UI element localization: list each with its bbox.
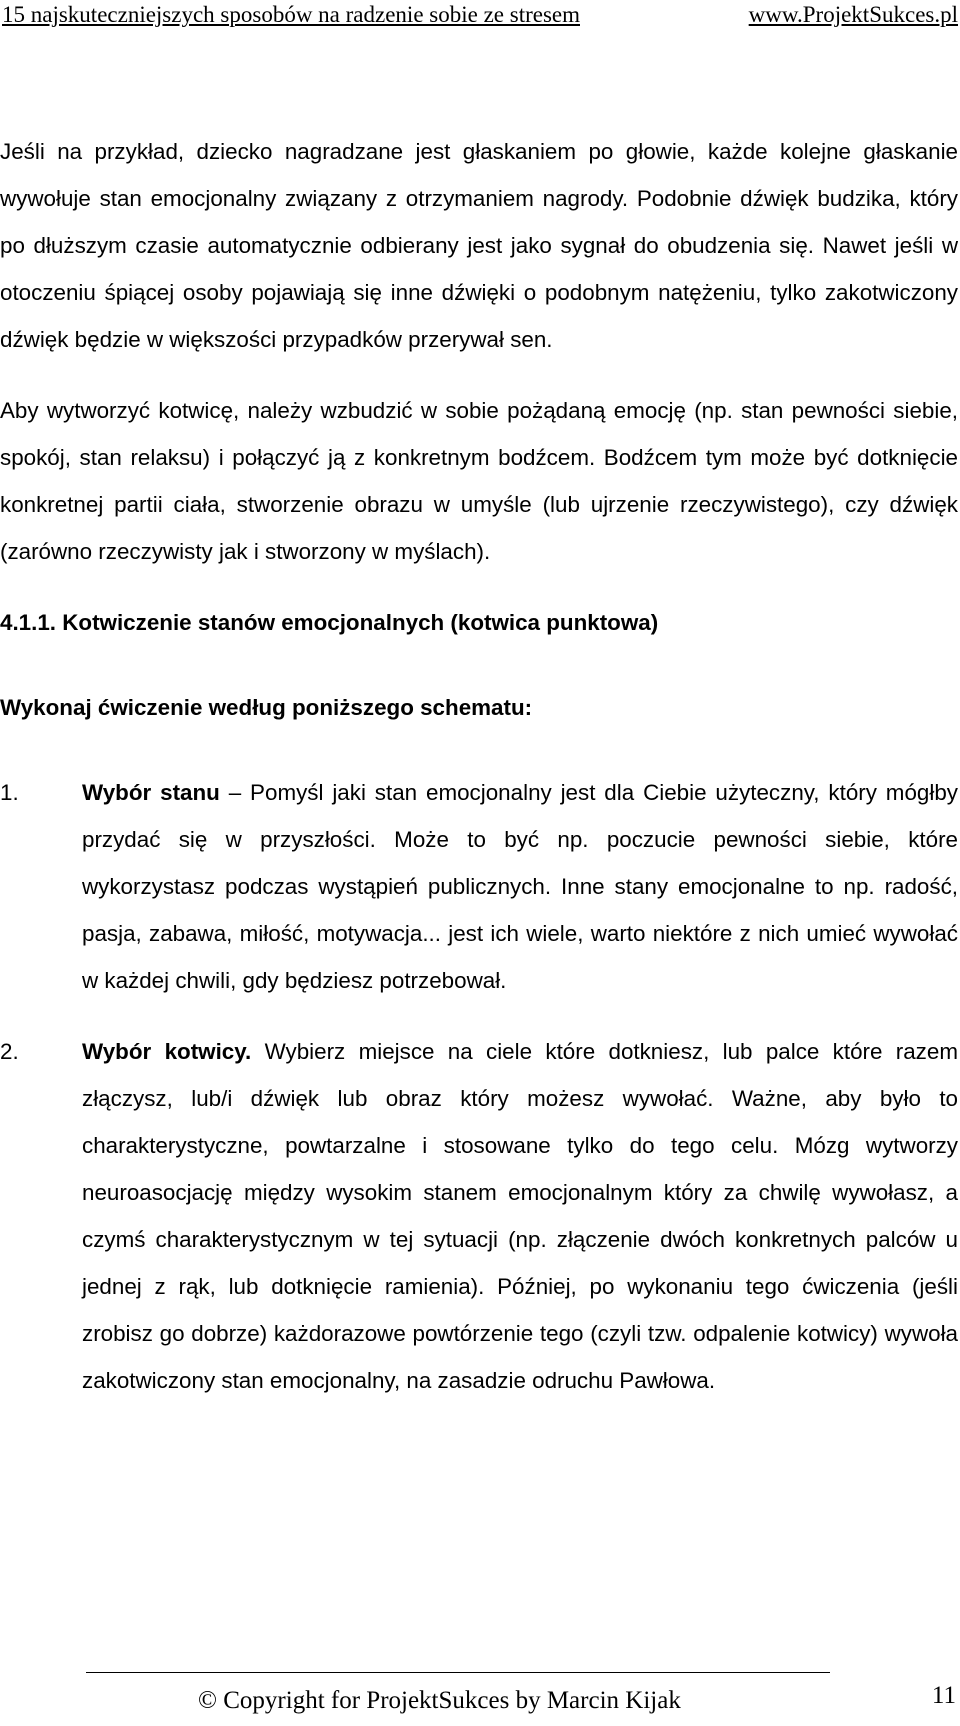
- list-item-text: Wybierz miejsce na ciele które dotkniesz, lub palce które razem złączysz, lub/i dźwięk lub obraz który możesz wywołać. Ważne, aby było to charakterystyczne, powtarzalne i stosowane tylko do tego celu. Mózg wytworzy neuroasocjację między wysokim stanem emocjonalnym który za chwilę wywołasz, a czymś charakterystycznym w tej sytuacji (np. złączenie dwóch konkretnych palców u jednej z rąk, lub dotknięcie ramienia). Później, po wykonaniu tego ćwiczenia (jeśli zrobisz go dobrze) każdorazowe powtórzenie tego (czyli tzw. odpalenie kotwicy) wywoła zakotwiczony stan emocjonalny, na zasadzie odruchu Pawłowa.: [82, 1039, 958, 1393]
- list-number: 2.: [0, 1039, 19, 1064]
- list-number: 1.: [0, 780, 19, 805]
- section-heading: 4.1.1. Kotwiczenie stanów emocjonalnych (kotwica punktowa): [0, 610, 659, 635]
- list-item-1: [0, 769, 958, 1004]
- document-body: [0, 128, 958, 1404]
- page-number: 11: [931, 1682, 956, 1709]
- footer-divider: [86, 1672, 830, 1673]
- paragraph-1: Jeśli na przykład, dziecko nagradzane jest głaskaniem po głowie, każde kolejne głaskanie wywołuje stan emocjonalny związany z otrzymaniem nagrody. Podobnie dźwięk budzika, który po dłuższym czasie automatycznie odbierany jest jako sygnał do obudzenia się. Nawet jeśli w otoczeniu śpiącej osoby pojawiają się inne dźwięki o podobnym natężeniu, tylko zakotwiczony dźwięk będzie w większości przypadków przerywał sen.: [0, 139, 958, 352]
- site-link[interactable]: www.ProjektSukces.pl: [748, 2, 958, 27]
- document-title: 15 najskuteczniejszych sposobów na radzenie sobie ze stresem: [2, 2, 580, 27]
- list-item-2: [0, 1028, 958, 1404]
- page-header: [0, 0, 960, 34]
- list-item-text: – Pomyśl jaki stan emocjonalny jest dla Ciebie użyteczny, który mógłby przydać się w przyszłości. Może to być np. poczucie pewności siebie, które wykorzystasz podczas wystąpień publicznych. Inne stany emocjonalne to np. radość, pasja, zabawa, miłość, motywacja... jest ich wiele, warto niektóre z nich umieć wywołać w każdej chwili, gdy będziesz potrzebował.: [82, 780, 958, 993]
- paragraph-2: Aby wytworzyć kotwicę, należy wzbudzić w sobie pożądaną emocję (np. stan pewności siebie, spokój, stan relaksu) i połączyć ją z konkretnym bodźcem. Bodźcem tym może być dotknięcie konkretnej partii ciała, stworzenie obrazu w umyśle (lub ujrzenie rzeczywistego), czy dźwięk (zarówno rzeczywisty jak i stworzony w myślach).: [0, 398, 958, 564]
- instruction-heading: Wykonaj ćwiczenie według poniższego schematu:: [0, 695, 533, 720]
- list-item-title: Wybór stanu: [82, 780, 220, 805]
- list-item-title: Wybór kotwicy.: [82, 1039, 252, 1064]
- footer-copyright: © Copyright for ProjektSukces by Marcin Kijak: [198, 1687, 681, 1714]
